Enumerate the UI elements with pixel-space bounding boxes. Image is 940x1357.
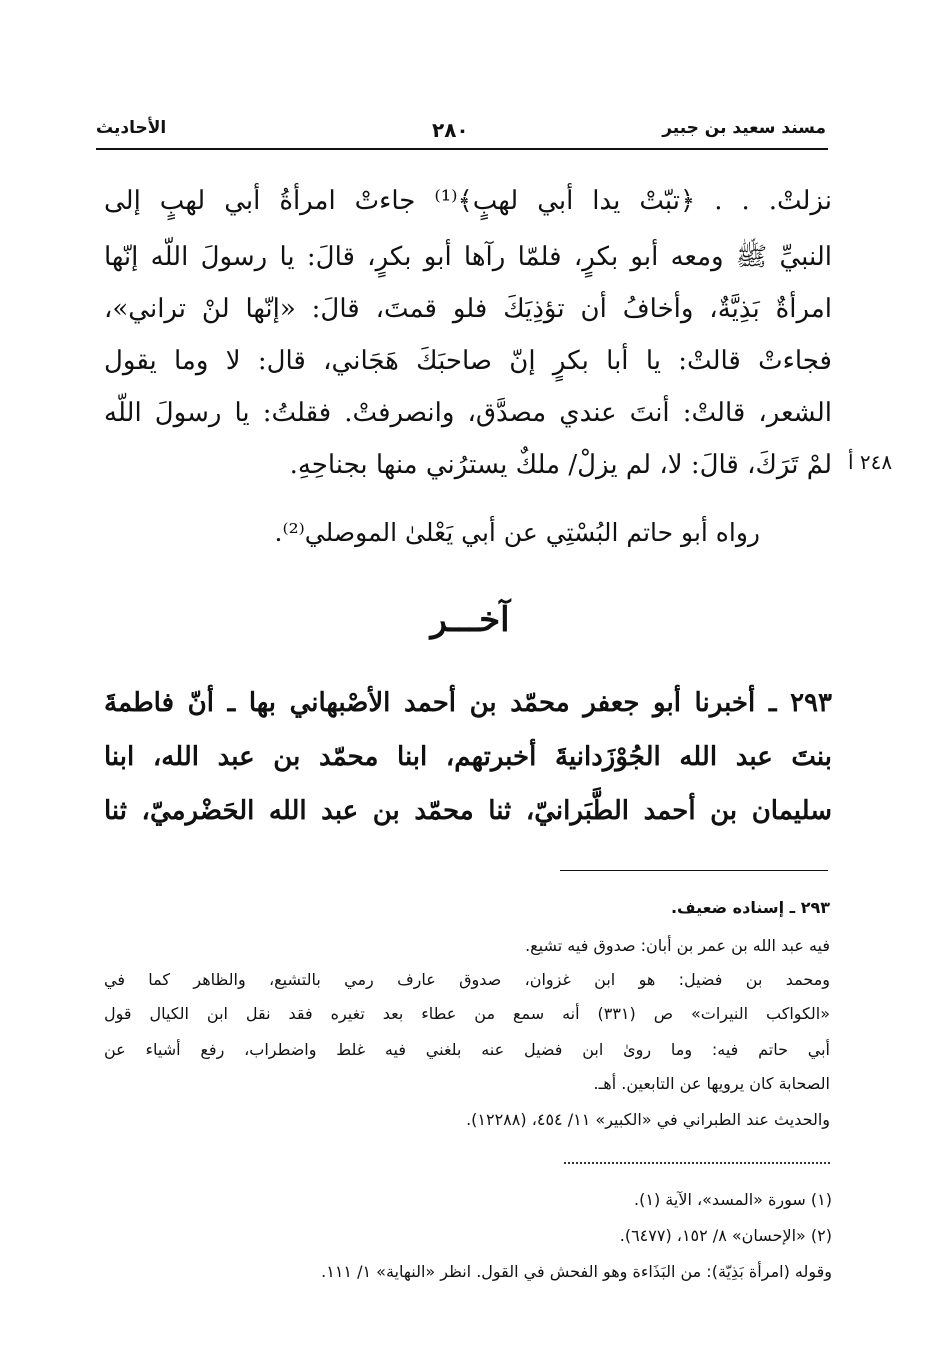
- narrator-line: رواه أبو حاتم البُسْتِي عن أبي يَعْلىٰ الموصلي⁽²⁾.: [274, 518, 760, 547]
- footnote-line: أبي حاتم فيه: وما روىٰ ابن فضيل عنه بلغني فيه غلط واضطراب، رفع أشياء عن: [104, 1040, 830, 1059]
- body-line: لمْ تَرَكَ، قالَ: لا، لم يزلْ/ ملكٌ يسترُني منها بجناحِهِ.: [289, 450, 832, 480]
- page-number: ٢٨٠: [432, 118, 469, 142]
- footnote-line: ومحمد بن فضيل: هو ابن غزوان، صدوق عارف رمي بالتشيع، والظاهر كما في: [104, 970, 830, 989]
- hadith-line: بنتَ عبد الله الجُوْزَدانيةَ أخبرتهم، ابنا محمّد بن عبد الله، ابنا: [104, 742, 832, 772]
- manuscript-folio-note: ٢٤٨ أ: [848, 450, 893, 474]
- body-line: الشعر، قالتْ: أنتَ عندي مصدَّق، وانصرفتْ. فقلتُ: يا رسولَ اللّه: [104, 398, 832, 428]
- footnote-line: والحديث عند الطبراني في «الكبير» ١١/ ٤٥٤، (١٢٢٨٨).: [466, 1110, 830, 1129]
- section-title-text: آخـــر: [430, 600, 510, 640]
- header-rule: [96, 148, 828, 150]
- footnote-line: فيه عبد الله بن عمر بن أبان: صدوق فيه تشيع.: [525, 936, 830, 955]
- section-title: [420, 600, 520, 640]
- body-line: فجاءتْ قالتْ: يا أبا بكرٍ إنّ صاحبَكَ هَجَاني، قال: لا وما يقول: [104, 346, 832, 376]
- note-line: (٢) «الإحسان» ٨/ ١٥٢، (٦٤٧٧).: [619, 1226, 832, 1245]
- body-line: النبيِّ ﷺ ومعه أبو بكرٍ، فلمّا رآها أبو بكرٍ، قالَ: يا رسولَ اللّه إنّها: [104, 242, 832, 272]
- note-line: (١) سورة «المسد»، الآية (١).: [634, 1190, 832, 1209]
- body-line: امرأةٌ بَذِيَّةٌ، وأخافُ أن تؤذِيَكَ فلو قمتَ، قالَ: «إنّها لنْ تراني»،: [104, 294, 832, 324]
- footnote-heading: ٢٩٣ ـ إسناده ضعيف.: [670, 898, 830, 917]
- header-book-title: مسند سعيد بن جبير: [662, 118, 826, 138]
- footnote-rule: [560, 870, 828, 871]
- footnote-line: الصحابة كان يرويها عن التابعين. أهـ.: [593, 1074, 830, 1093]
- notes-separator: [564, 1162, 830, 1164]
- header-section-title: الأحاديث: [96, 118, 167, 138]
- hadith-line: سليمان بن أحمد الطَّبَرانيّ، ثنا محمّد بن عبد الله الحَضْرميّ، ثنا: [104, 796, 832, 826]
- footnote-line: «الكواكب النيرات» ص (٣٣١) أنه سمع من عطاء بعد تغيره فقد نقل ابن الكيال قول: [104, 1004, 831, 1023]
- page-header: [96, 118, 828, 150]
- note-line: وقوله (امرأة بَذِيّة): من البَذَاءة وهو الفحش في القول. انظر «النهاية» ١/ ١١١.: [321, 1262, 832, 1281]
- body-line: نزلتْ. . . ﴿تبّتْ يدا أبي لهبٍ﴾⁽¹⁾ جاءتْ امرأةُ أبي لهبٍ إلى: [104, 186, 833, 216]
- hadith-line: ٢٩٣ ـ أخبرنا أبو جعفر محمّد بن أحمد الأصْبهاني بها ـ أنّ فاطمةَ: [104, 688, 832, 718]
